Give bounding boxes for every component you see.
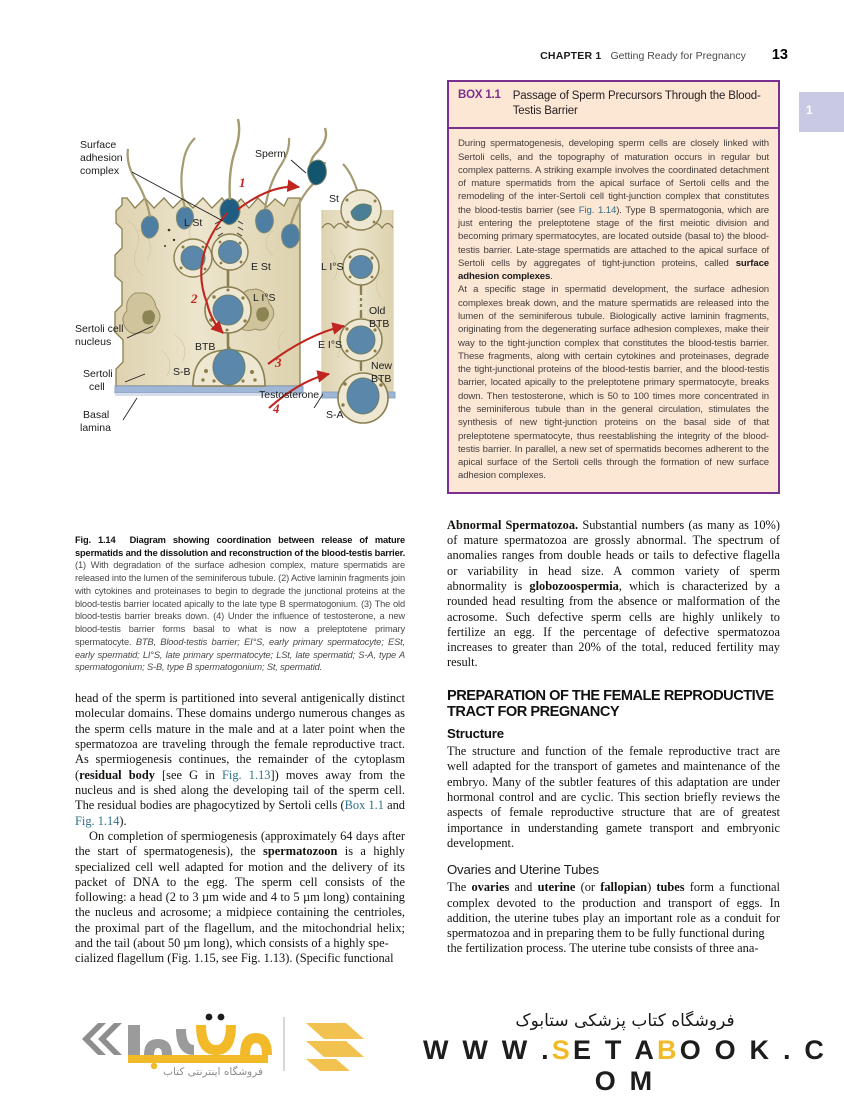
seminiferous-epithelium-left — [115, 119, 325, 396]
box-xref-fig-1-14[interactable]: Fig. 1.14 — [578, 204, 617, 216]
abnormal-part-b: , which is characterized by a rounded head resulting from the absence or malformation of the acrosome. Such defective sperm cells are highly unlikely to fertilize an egg. If the percentage of defective spermatozoa increases to greater than 20% of the total, reduced fertility may result. — [447, 578, 780, 670]
paragraph-ovaries-cut-off: the fertilization process. The uterine tube consists of three ana- — [447, 941, 759, 956]
subheading-structure: Structure — [447, 726, 504, 742]
paragraph-spermatozoon — [75, 829, 405, 952]
setabook-logo-subtitle: فروشگاه اینترنتی کتاب — [163, 1066, 263, 1078]
box-paragraph-1 — [458, 137, 769, 283]
left-column — [75, 80, 405, 967]
figure-step-1: 1 — [239, 175, 246, 190]
footer-watermark — [0, 1003, 844, 1097]
running-head-chapter: CHAPTER 1 — [540, 50, 602, 62]
figure-1-14 — [75, 80, 405, 530]
free-sperm — [308, 128, 327, 185]
setabook-logo — [68, 1009, 413, 1078]
spacer — [447, 511, 780, 518]
running-head — [0, 46, 844, 64]
label-sperm: Sperm — [255, 148, 286, 160]
label-li-s-right: L I°S — [321, 261, 344, 273]
para1-part-a: head of the sperm is partitioned into several antigenically distinct molecular domains. These domains undergo numerous changes as the sperm cells mature in the male and at a later point when the spermatozoa are traveling through the female reproductive tract. As spermiogenesis continues, the remainder of the cytoplasm ( — [75, 691, 405, 782]
paragraph-ovaries — [447, 880, 780, 941]
term-fallopian: fallopian — [600, 880, 648, 895]
abnormal-part-a: Substantial numbers (as many as 10%) of mature spermatozoa are grossly abnormal. The spectrum of anomalies ranges from double heads or tails to defective flagella or variability in head size. A common variety of sperm abnormality is — [447, 517, 780, 593]
right-body-text — [447, 518, 780, 671]
xref-box-1-1[interactable]: Box 1.1 — [344, 798, 384, 813]
term-uterine: uterine — [537, 880, 576, 895]
footer-url-part-1: W W W . — [422, 1035, 552, 1066]
footer-tagline-fa: فروشگاه کتاب پزشکی ستابوک — [515, 1011, 735, 1031]
structure-body-text — [447, 744, 780, 851]
spacer — [447, 851, 780, 862]
term-globozoospermia: globozoospermia — [529, 578, 619, 593]
caption-bold-lead: Diagram showing coordination between release of mature spermatids and the dissolution and reconstruction of the blood-testis barrier. — [75, 535, 405, 558]
spacer — [447, 671, 780, 688]
box-paragraph-2: At a specific stage in spermatid development, the surface adhesion complexes break down, and the mature spermatids are released into the lumen of the seminiferous tubule. Biologically active laminin fragments, originating from the degenerating surface adhesion complexes, make their way to the tight-junction complex that constitutes the blood-testis barrier. These fragments, along with certain cytokines and proteinases, degrade the tight-junctional proteins of the blood-testis barrier, and the blood-testis barrier, located apically to the preleptotene primary spermatocyte, breaks down. Then testosterone, which is 50 to 100 times more concentrated in the seminiferous tubule than in the general circulation, stimulates the synthesis of new tight-junction proteins on the basal side of that preleptotene spermatocyte, thus reestablishing the integrity of the blood-testis barrier. In parallel, a new set of spermatids becomes adherent to the apical surface of the Sertoli cells through the formation of new surface adhesion complexes. — [458, 284, 769, 482]
ovaries-part-d: ) — [647, 880, 657, 895]
setabook-footer-text — [420, 1011, 830, 1097]
figure-step-2: 2 — [191, 291, 198, 306]
term-surface-adhesion-complexes: surface adhesion complexes — [458, 257, 769, 283]
ovaries-part-e: form a functional complex devoted to the production and transport of eggs. In addition, the uterine tubes play an important role as a conduit for spermatozoa and in preparing them to be fully functional during — [447, 880, 780, 941]
left-body-text — [75, 691, 405, 967]
label-ei-s: E I°S — [318, 339, 343, 351]
label-sertoli-cell-l2: cell — [89, 381, 105, 393]
footer-url-part-4: B — [657, 1035, 680, 1066]
label-old-btb-l2: BTB — [369, 318, 390, 330]
box-p1-a: During spermatogenesis, developing sperm cells are closely linked with Sertoli cells, and the topography of maturation occurs in regular but complex patterns. A striking example involves the coordinated detachment of mature spermatids from the apical surface of Sertoli cells and the remodeling of the inter-Sertoli cell tight-junction complex that constitutes the blood-testis barrier (see — [458, 138, 769, 216]
label-new-btb-l2: BTB — [371, 373, 392, 385]
term-residual-body: residual body — [79, 767, 155, 782]
figure-step-3: 3 — [275, 355, 282, 370]
section-heading-preparation: PREPARATION OF THE FEMALE REPRODUCTIVE TRACT FOR PREGNANCY — [447, 687, 774, 721]
para1-part-d: and — [383, 798, 405, 813]
label-st: St — [329, 193, 339, 205]
paragraph-residual-body — [75, 691, 405, 829]
box-p1-b: ). Type B spermatogonia, which are just entering the preleptotene stage of the first meiotic division and becoming primary spermatocytes, are located outside (basal to) the blood-testis barrier. Late-stage spermatids are attached to the apical surface of Sertoli cells by aggregates of tight-junction proteins, called — [458, 204, 769, 269]
right-column — [447, 80, 780, 957]
para1-part-b: [see G in — [154, 767, 223, 782]
label-sertoli-cell-nucleus-l1: Sertoli cell — [75, 323, 124, 335]
caption-abbreviations: BTB, Blood-testis barrier; EI°S, early primary spermatocyte; ESt, early spermatid; LI°S, late primary spermatocyte; LSt, late spermatid; S-A, type A spermatogonium; S-B, type B spermatogonium; St, spermatid. — [75, 636, 405, 673]
para1-part-c: ]) moves away from the nucleus and is shed along the developing tail of the sperm cell. The residual bodies are phagocytized by Sertoli cells ( — [75, 767, 405, 813]
label-testosterone: Testosterone — [259, 389, 320, 401]
label-s-b: S-B — [173, 366, 191, 378]
page-bottom-fade — [0, 987, 844, 1003]
label-e-st: E St — [251, 261, 271, 273]
paragraph-abnormal-spermatozoa — [447, 518, 780, 671]
footer-url-part-3: E T A — [573, 1035, 658, 1066]
xref-fig-1-13[interactable]: Fig. 1.13 — [222, 767, 271, 782]
spacer — [447, 494, 780, 511]
figure-step-4: 4 — [273, 401, 280, 416]
label-sertoli-cell-l1: Sertoli — [83, 368, 113, 380]
footer-url-part-2: S — [551, 1035, 574, 1066]
box-1-1-number: BOX 1.1 — [458, 89, 501, 101]
ovaries-body-text — [447, 880, 780, 957]
label-li-s: L I°S — [253, 292, 276, 304]
box-p1-c: . — [550, 271, 553, 283]
caption-rest: (1) With degradation of the surface adhesion complex, mature spermatids are released into the lumen of the seminiferous tubule. (2) Active laminin fragments join with cytokines and proteinases to begin to degrade the junctional proteins at the blood-testis barrier located apically to the late type B spermatogonium. (3) The old blood-testis barrier breaks down. (4) Under the influence of testosterone, a new blood-testis barrier forms basal to what is now a preleptotene primary spermatocyte. — [75, 560, 405, 647]
ovaries-part-b: and — [509, 880, 538, 895]
label-s-a: S-A — [326, 409, 344, 421]
para2-part-a: On completion of spermiogenesis (approximately 64 days after the start of spermatogenesis), the — [75, 828, 405, 859]
footer-url-part-5: O O K . C O M — [594, 1035, 828, 1097]
para1-part-e: ). — [119, 813, 127, 828]
box-1-1-header — [449, 82, 778, 129]
run-in-heading-abnormal-spermatozoa: Abnormal Spermatozoa. — [447, 517, 579, 532]
box-1-1 — [447, 80, 780, 494]
ovaries-part-a: The — [447, 880, 472, 895]
term-ovaries: ovaries — [471, 880, 510, 895]
label-basal-lamina-l2: lamina — [80, 422, 111, 434]
ovaries-part-c: (or — [575, 880, 601, 895]
caption-figure-number: Fig. 1.14 — [75, 535, 116, 545]
running-head-section: Getting Ready for Pregnancy — [610, 50, 746, 62]
label-surface-adhesion-complex-l1: Surface — [80, 139, 117, 151]
chapter-thumb-tab-label: 1 — [806, 103, 813, 117]
label-sertoli-cell-nucleus-l2: nucleus — [75, 336, 112, 348]
para2-part-b: is a highly specialized cell well adapted for motion and the delivery of its packet of DNA to the egg. The sperm cell consists of the following: a head (2 to 3 µm wide and 4 to 5 µm long) containing the nucleus and acrosome; a midpiece containing the centrioles, the proximal part of the flagellum, and the mitochondrial helix; and the tail (about 50 µm long), which consists of a highly spe- — [75, 844, 405, 951]
term-spermatozoon: spermatozoon — [263, 844, 338, 859]
chapter-thumb-tab — [799, 92, 844, 132]
xref-fig-1-14[interactable]: Fig. 1.14 — [75, 813, 120, 828]
label-surface-adhesion-complex-l2: adhesion — [80, 152, 123, 164]
box-1-1-body — [449, 129, 778, 491]
label-old-btb-l1: Old — [369, 305, 386, 317]
term-tubes: tubes — [656, 880, 685, 895]
label-surface-adhesion-complex-l3: complex — [80, 165, 120, 177]
label-btb: BTB — [195, 341, 216, 353]
footer-url[interactable] — [420, 1035, 830, 1097]
page-number: 13 — [771, 47, 788, 63]
spacer — [75, 674, 405, 691]
subheading-ovaries-uterine-tubes: Ovaries and Uterine Tubes — [447, 862, 599, 878]
box-1-1-title: Passage of Sperm Precursors Through the Blood-Testis Barrier — [512, 90, 761, 118]
figure-caption — [75, 534, 405, 674]
label-l-st: L St — [184, 217, 203, 229]
figure-illustration — [75, 80, 405, 530]
label-basal-lamina-l1: Basal — [83, 409, 110, 421]
paragraph-structure: The structure and function of the female reproductive tract are well adapted for the transport of gametes and maintenance of the embryo. Many of the subtler features of this adaptation are under hormonal control and are cyclic. This section briefly reviews the aspects of female reproductive structure that are of greatest importance in understanding gamete transport and embryonic development. — [447, 744, 780, 850]
label-new-btb-l1: New — [371, 360, 393, 372]
paragraph-cut-off-line: cialized flagellum (Fig. 1.15, see Fig. 1.13). (Specific functional — [75, 951, 394, 966]
